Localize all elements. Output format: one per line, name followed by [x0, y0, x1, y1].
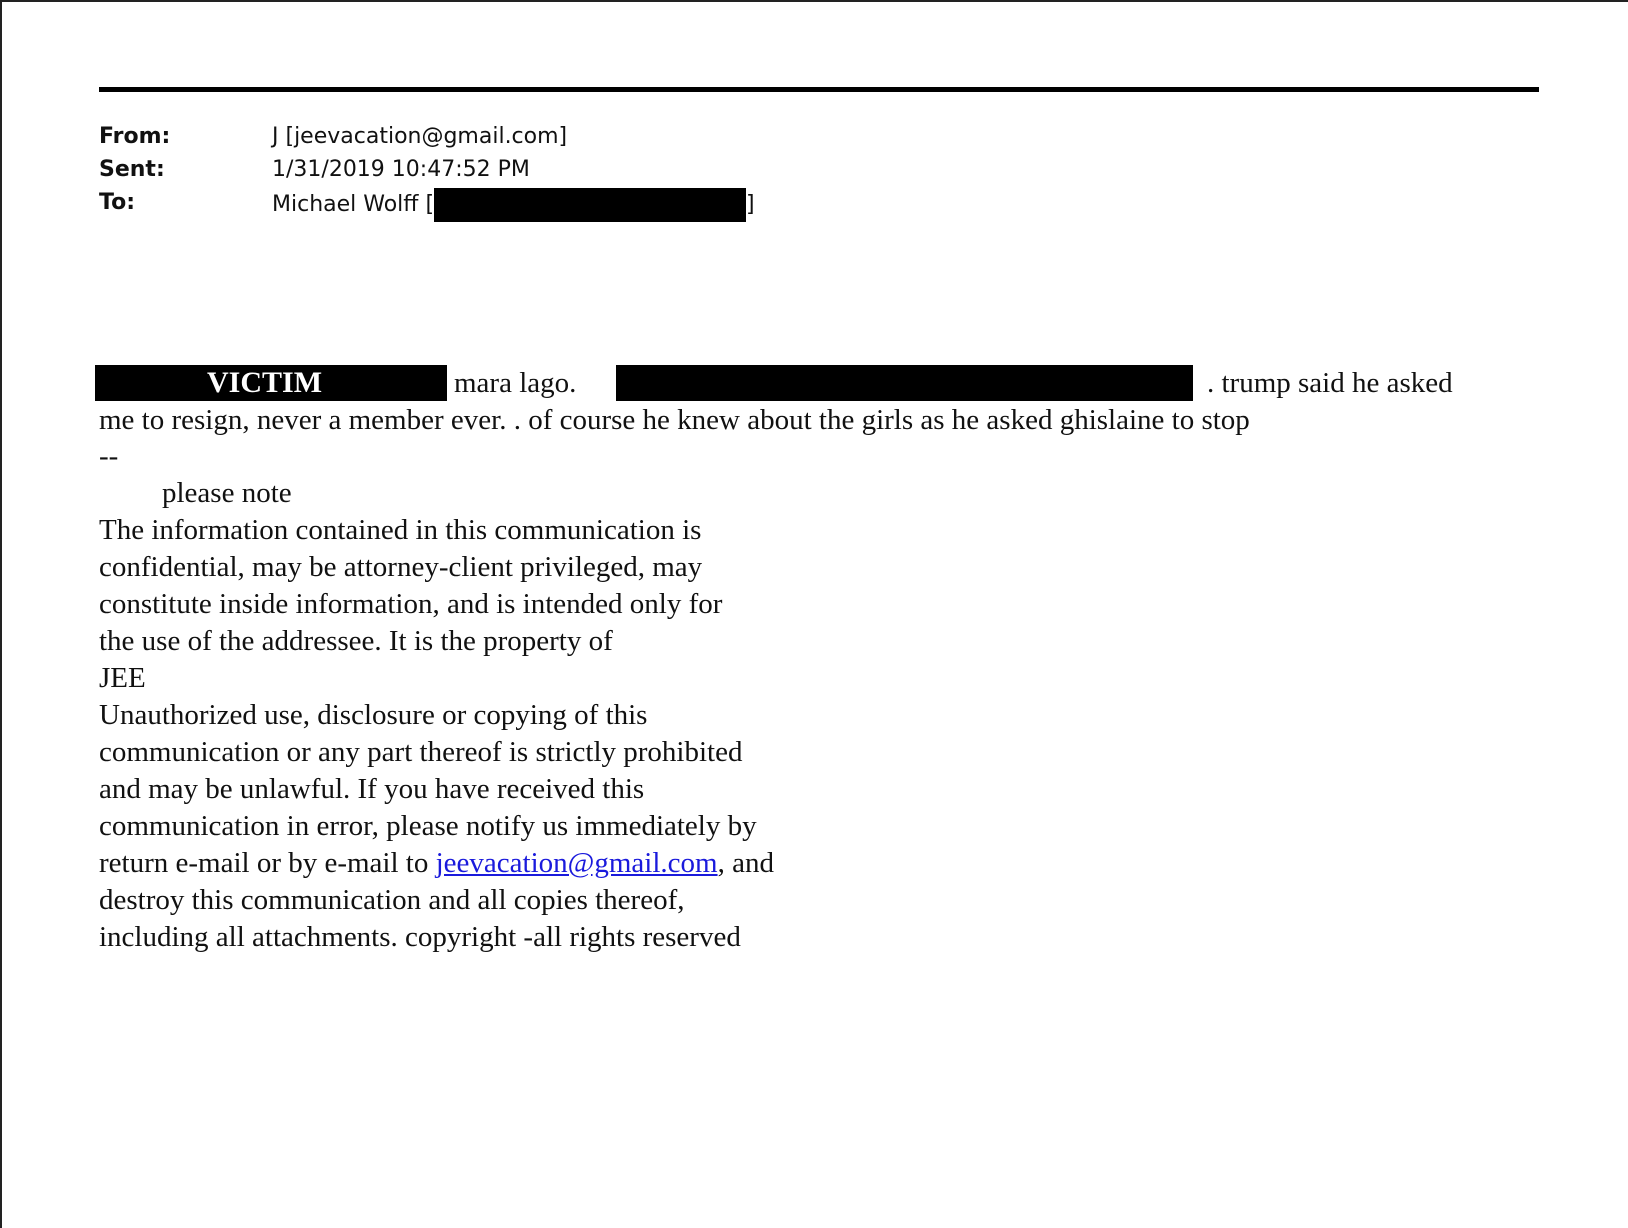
disclaimer-line: communication in error, please notify us immediately by	[99, 810, 757, 842]
redaction-recipient-address	[434, 188, 746, 222]
disclaimer-line: Unauthorized use, disclosure or copying of this	[99, 699, 648, 731]
disclaimer-line: constitute inside information, and is intended only for	[99, 588, 723, 620]
disclaimer-line: and may be unlawful. If you have received this	[99, 773, 645, 805]
to-label: To:	[99, 190, 135, 215]
disclaimer-line: destroy this communication and all copies thereof,	[99, 884, 685, 916]
disclaimer-line: including all attachments. copyright -all rights reserved	[99, 921, 741, 953]
signature-separator: --	[99, 440, 119, 472]
disclaimer-line: JEE	[99, 662, 146, 694]
to-value-suffix: ]	[746, 192, 755, 217]
disclaimer-return-line	[99, 846, 774, 880]
disclaimer-line: the use of the addressee. It is the property of	[99, 625, 613, 657]
from-row	[99, 124, 170, 150]
to-value	[272, 188, 755, 222]
message-segment-2: . trump said he asked	[1207, 367, 1453, 399]
message-line-2: me to resign, never a member ever. . of course he knew about the girls as he asked ghislaine to stop	[99, 404, 1250, 436]
to-value-prefix: Michael Wolff [	[272, 192, 435, 217]
disclaimer-line: The information contained in this communication is	[99, 514, 702, 546]
message-segment-1: mara lago.	[454, 367, 577, 399]
return-line-prefix: return e-mail or by e-mail to	[99, 847, 436, 879]
return-line-suffix: , and	[717, 847, 774, 879]
sent-row	[99, 157, 165, 183]
redaction-victim-label: VICTIM	[207, 366, 323, 399]
from-value: J [jeevacation@gmail.com]	[272, 124, 568, 149]
sent-value: 1/31/2019 10:47:52 PM	[272, 157, 530, 182]
disclaimer-intro: please note	[162, 477, 292, 509]
to-row	[99, 190, 135, 216]
disclaimer-line: communication or any part thereof is strictly prohibited	[99, 736, 743, 768]
email-link[interactable]: jeevacation@gmail.com	[435, 847, 718, 879]
sent-label: Sent:	[99, 157, 165, 182]
from-label: From:	[99, 124, 171, 149]
header-rule	[99, 87, 1539, 92]
disclaimer-line: confidential, may be attorney-client privileged, may	[99, 551, 703, 583]
redaction-message-middle	[616, 365, 1193, 401]
